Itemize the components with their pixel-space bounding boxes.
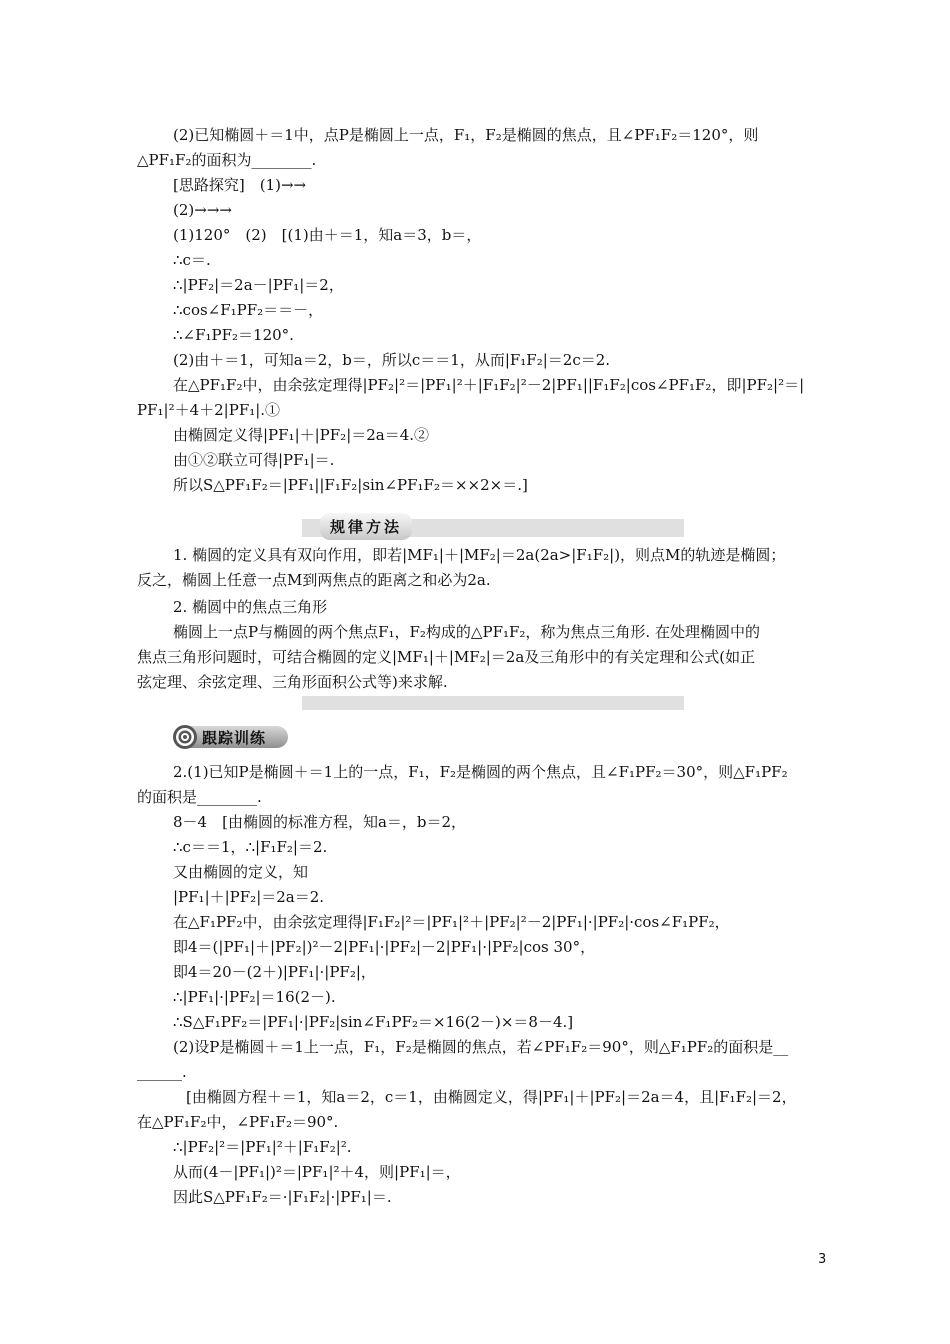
text-line: 即4＝(|PF₁|＋|PF₂|)²－2|PF₁|·|PF₂|－2|PF₁|·|PF₂|cos 30°，: [173, 938, 596, 956]
text-line: 在△PF₁F₂中，由余弦定理得|PF₂|²＝|PF₁|²＋|F₁F₂|²－2|PF₁||F₁F₂|cos∠PF₁F₂，即|PF₂|²＝|: [173, 376, 805, 394]
text-line: 2. 椭圆中的焦点三角形: [173, 598, 328, 616]
text-line: PF₁|²＋4＋2|PF₁|.①: [137, 401, 281, 419]
text-line: 1. 椭圆的定义具有双向作用，即若|MF₁|＋|MF₂|＝2a(2a>|F₁F₂|)，则点M的轨迹是椭圆；: [173, 546, 786, 564]
text-line: ∴c＝＝1，∴|F₁F₂|＝2.: [173, 838, 328, 856]
text-line: 所以S△PF₁F₂＝|PF₁||F₁F₂|sin∠PF₁F₂＝××2×＝.]: [173, 476, 528, 494]
text-line: ______.: [137, 1063, 187, 1081]
text-line: [由椭圆方程＋＝1，知a＝2，c＝1，由椭圆定义，得|PF₁|＋|PF₂|＝2a＝4，且|F₁F₂|＝2，: [186, 1088, 797, 1106]
page-number: 3: [818, 1252, 827, 1267]
text-line: 即4＝20－(2＋)|PF₁|·|PF₂|，: [173, 963, 376, 981]
text-line: 由①②联立可得|PF₁|＝.: [173, 451, 335, 469]
text-line: ∴c＝.: [173, 251, 211, 269]
text-line: ∴cos∠F₁PF₂＝＝－，: [173, 301, 324, 319]
text-line: 因此S△PF₁F₂＝·|F₁F₂|·|PF₁|＝.: [173, 1188, 392, 1206]
tracking-title: 跟踪训练: [202, 729, 267, 747]
text-line: |PF₁|＋|PF₂|＝2a＝2.: [173, 888, 325, 906]
text-line: 从而(4－|PF₁|)²＝|PF₁|²＋4，则|PF₁|＝，: [173, 1163, 461, 1181]
text-line: 由椭圆定义得|PF₁|＋|PF₂|＝2a＝4.②: [173, 426, 430, 444]
text-line: (2)设P是椭圆＋＝1上一点，F₁，F₂是椭圆的焦点，若∠PF₁F₂＝90°，则△F₁PF₂的面积是__: [173, 1038, 789, 1056]
text-line: ∴S△F₁PF₂＝|PF₁|·|PF₂|sin∠F₁PF₂＝×16(2－)×＝8－4.]: [173, 1013, 574, 1031]
text-line: (2)→→→: [173, 201, 232, 219]
method-title: 规律方法: [320, 513, 412, 540]
section-divider: [302, 696, 684, 710]
method-banner: [302, 519, 684, 537]
text-line: (2)由＋＝1，可知a＝2，b＝，所以c＝＝1，从而|F₁F₂|＝2c＝2.: [173, 351, 611, 369]
text-line: 2.(1)已知P是椭圆＋＝1上的一点，F₁，F₂是椭圆的两个焦点，且∠F₁PF₂＝30°，则△F₁PF₂: [173, 763, 788, 781]
text-line: 的面积是________.: [137, 788, 262, 806]
text-line: ∴|PF₁|·|PF₂|＝16(2－).: [173, 988, 336, 1006]
text-line: 反之，椭圆上任意一点M到两焦点的距离之和必为2a.: [137, 571, 491, 589]
text-line: 在△F₁PF₂中，由余弦定理得|F₁F₂|²＝|PF₁|²＋|PF₂|²－2|PF₁|·|PF₂|·cos∠F₁PF₂，: [173, 913, 730, 931]
text-line: 又由椭圆的定义，知: [173, 863, 309, 881]
text-line: (2)已知椭圆＋＝1中，点P是椭圆上一点，F₁，F₂是椭圆的焦点，且∠PF₁F₂＝120°，则: [173, 126, 759, 144]
text-line: 8－4 [由椭圆的标准方程，知a＝，b＝2，: [173, 813, 467, 831]
text-line: △PF₁F₂的面积为________.: [137, 151, 317, 169]
text-line: ∴∠F₁PF₂＝120°.: [173, 326, 294, 344]
tracking-heading: [172, 724, 288, 750]
text-line: ∴|PF₂|＝2a－|PF₁|＝2，: [173, 276, 344, 294]
text-line: ∴|PF₂|²＝|PF₁|²＋|F₁F₂|².: [173, 1138, 352, 1156]
text-line: 椭圆上一点P与椭圆的两个焦点F₁，F₂构成的△PF₁F₂，称为焦点三角形. 在处理椭圆中的: [173, 623, 760, 641]
text-line: 弦定理、余弦定理、三角形面积公式等)来求解.: [137, 673, 448, 691]
text-line: (1)120° (2) [(1)由＋＝1，知a＝3，b＝，: [173, 226, 482, 244]
text-line: 在△PF₁F₂中，∠PF₁F₂＝90°.: [137, 1113, 339, 1131]
target-icon: [172, 724, 198, 750]
text-line: 焦点三角形问题时，可结合椭圆的定义|MF₁|＋|MF₂|＝2a及三角形中的有关定理和公式(如正: [137, 648, 756, 666]
text-line: [思路探究] (1)→→: [173, 176, 307, 194]
